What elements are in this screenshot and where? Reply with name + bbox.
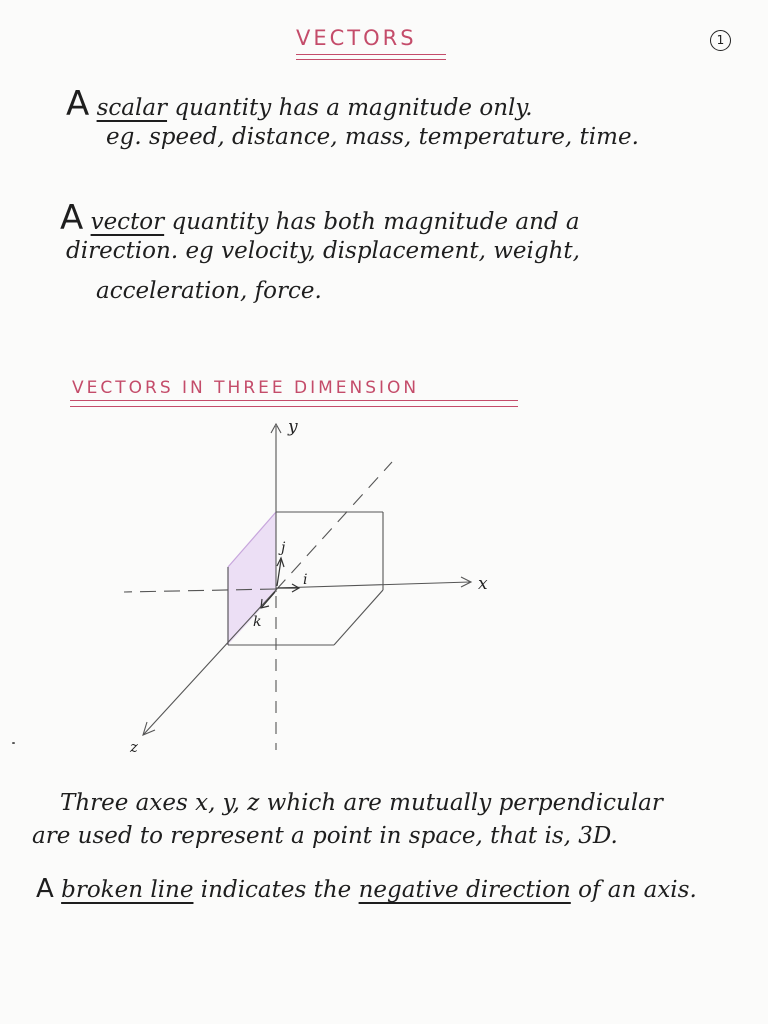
broken-line-end: of an axis. bbox=[578, 877, 697, 903]
vector-definition-line-3: acceleration, force. bbox=[96, 278, 322, 304]
axes-note-line-1: Three axes x, y, z which are mutually perpendicular bbox=[60, 790, 663, 816]
scalar-definition-text: quantity has a magnitude only. bbox=[174, 95, 533, 121]
page-number: 1 bbox=[710, 30, 731, 51]
unit-vector-j-label: j bbox=[281, 540, 286, 556]
ink-speck bbox=[12, 742, 15, 744]
x-axis-label: x bbox=[478, 574, 488, 594]
vector-definition-text: quantity has both magnitude and a bbox=[171, 209, 580, 235]
vector-article: A bbox=[60, 198, 84, 238]
broken-line-term: broken line bbox=[61, 877, 194, 903]
broken-line-middle: indicates the bbox=[200, 877, 352, 903]
section-title: VECTORS IN THREE DIMENSION bbox=[72, 378, 420, 398]
page-title: VECTORS bbox=[296, 26, 417, 50]
unit-vector-k-label: k bbox=[253, 614, 262, 630]
negative-direction-term: negative direction bbox=[358, 877, 571, 903]
broken-line-article: A bbox=[36, 874, 54, 904]
vector-definition-line-2: direction. eg velocity, displacement, weight, bbox=[66, 238, 580, 264]
scalar-term: scalar bbox=[96, 95, 168, 121]
z-axis-positive bbox=[144, 590, 276, 734]
scalar-article: A bbox=[66, 84, 90, 124]
broken-line-note bbox=[36, 874, 697, 904]
y-axis-label: y bbox=[288, 417, 298, 437]
z-axis-negative bbox=[276, 462, 392, 590]
vector-term: vector bbox=[90, 209, 165, 235]
axes-note-line-2: are used to represent a point in space, that is, 3D. bbox=[32, 823, 618, 849]
scalar-examples: eg. speed, distance, mass, temperature, time. bbox=[106, 124, 639, 150]
z-axis-label: z bbox=[130, 738, 138, 756]
box-left-face bbox=[228, 512, 276, 645]
unit-vector-i-label: i bbox=[303, 572, 308, 588]
